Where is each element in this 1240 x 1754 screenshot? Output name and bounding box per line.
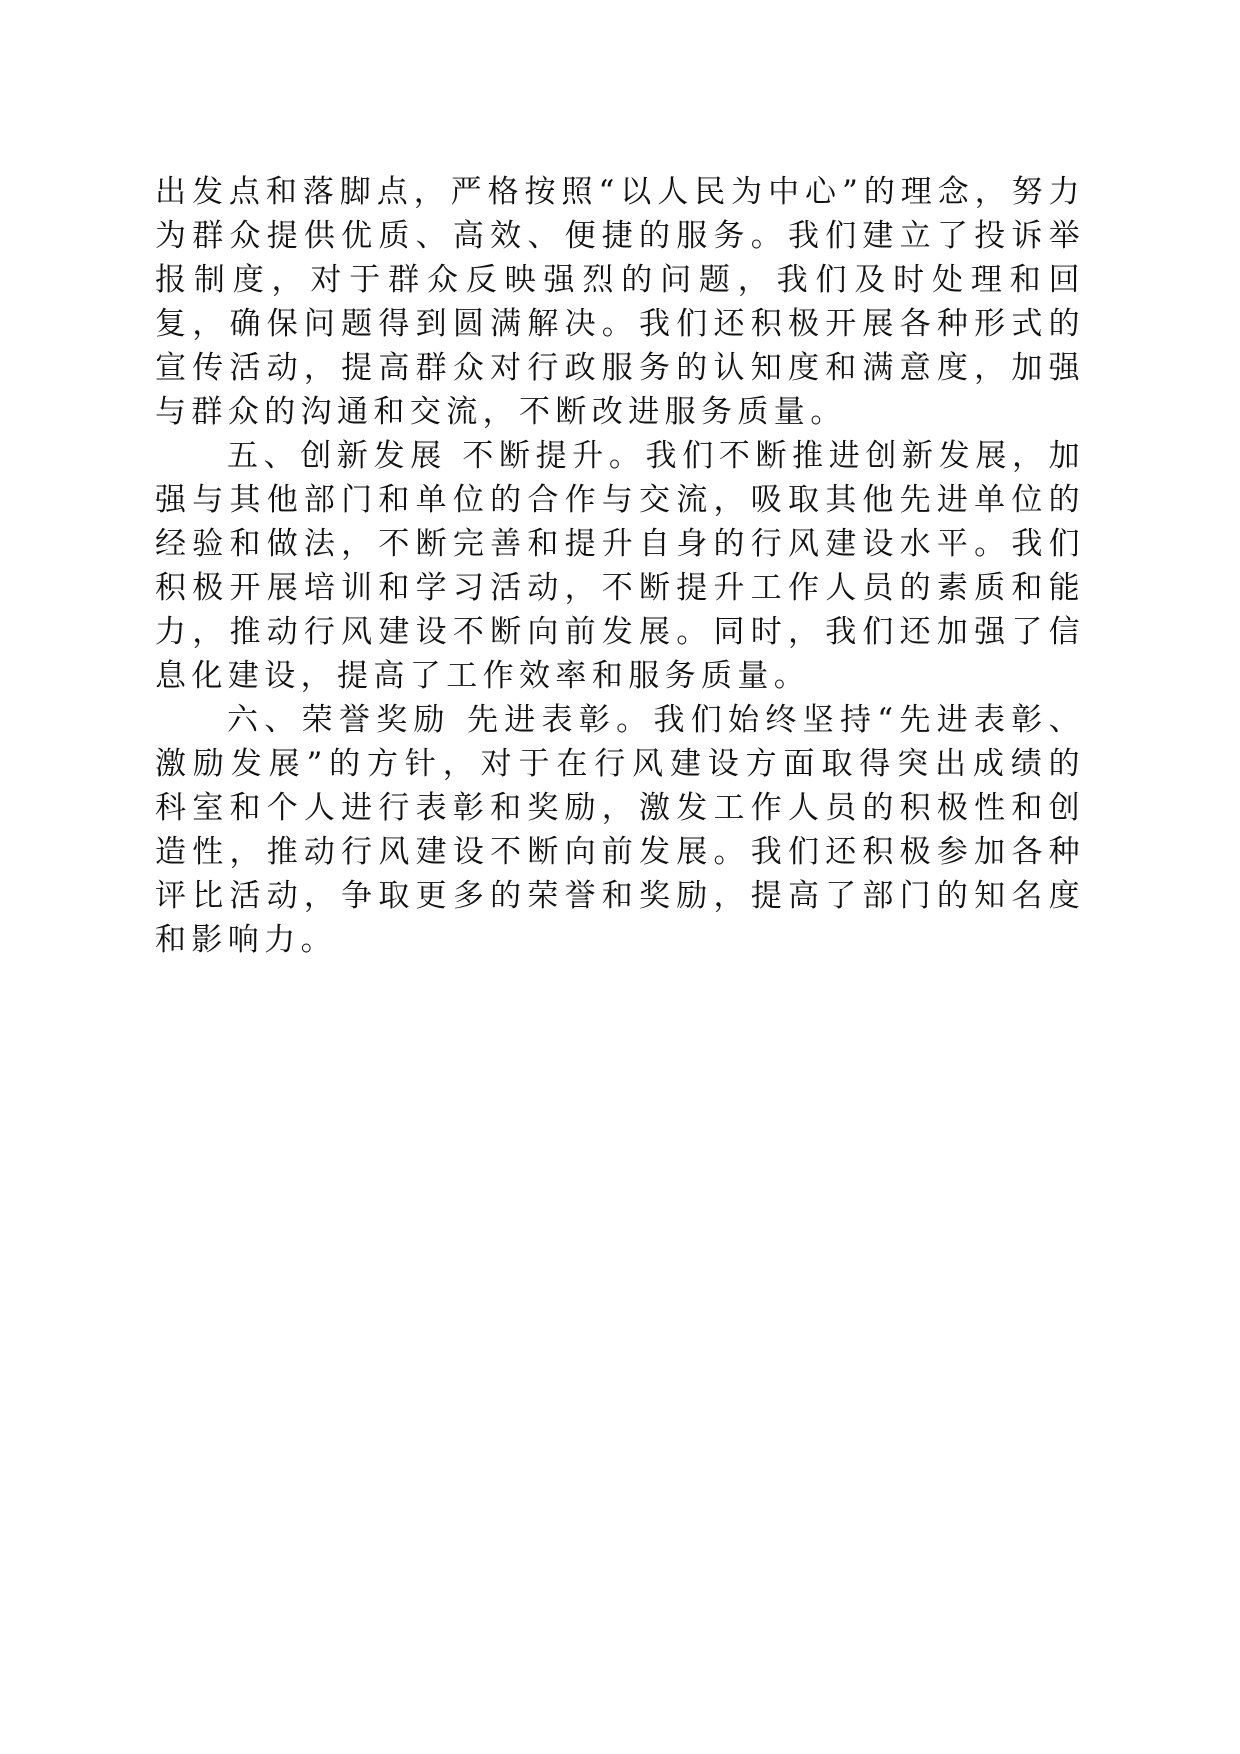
- paragraph-innovation-development: 五、创新发展 不断提升。我们不断推进创新发展，加强与其他部门和单位的合作与交流，吸取其他先进单位的经验和做法，不断完善和提升自身的行风建设水平。我们积极开展培训和学习活动，不断提升工作人员的素质和能力，推动行风建设不断向前发展。同时，我们还加强了信息化建设，提高了工作效率和服务质量。: [155, 438, 1085, 694]
- paragraph-honors-awards: 六、荣誉奖励 先进表彰。我们始终坚持“先进表彰、激励发展”的方针，对于在行风建设方面取得突出成绩的科室和个人进行表彰和奖励，激发工作人员的积极性和创造性，推动行风建设不断向前发展。我们还积极参加各种评比活动，争取更多的荣誉和奖励，提高了部门的知名度和影响力。: [155, 702, 1085, 958]
- document-body: [155, 170, 1085, 962]
- paragraph-service-quality: 出发点和落脚点，严格按照“以人民为中心”的理念，努力为群众提供优质、高效、便捷的服务。我们建立了投诉举报制度，对于群众反映强烈的问题，我们及时处理和回复，确保问题得到圆满解决。我们还积极开展各种形式的宣传活动，提高群众对行政服务的认知度和满意度，加强与群众的沟通和交流，不断改进服务质量。: [155, 174, 1085, 430]
